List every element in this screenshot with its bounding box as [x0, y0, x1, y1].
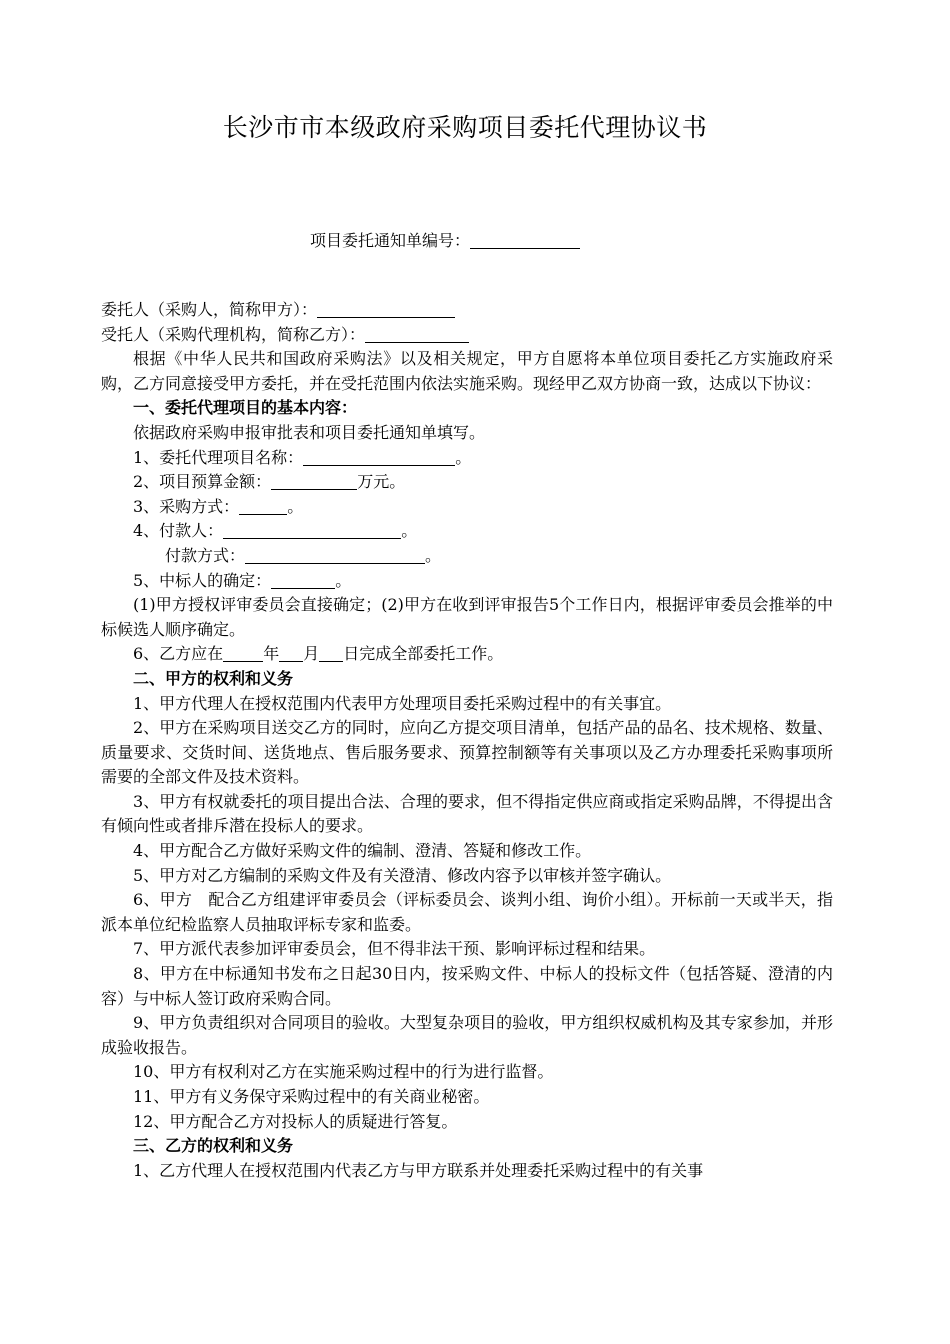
document-title: 长沙市市本级政府采购项目委托代理协议书: [222, 113, 708, 142]
notice-number-blank[interactable]: [470, 232, 580, 249]
party-b-blank[interactable]: [365, 326, 469, 343]
party-a-clause: 11、甲方有义务保守采购过程中的有关商业秘密。: [133, 1087, 490, 1106]
party-a-clause: 12、甲方配合乙方对投标人的质疑进行答复。: [133, 1111, 458, 1131]
item-budget: [101, 470, 833, 495]
budget-unit: 万元。: [357, 472, 406, 492]
period: 。: [455, 447, 472, 467]
party-b-clause: 1、乙方代理人在授权范围内代表乙方与甲方联系并处理委托采购过程中的有关事: [133, 1160, 704, 1180]
party-a-clause: 6、甲方 配合乙方组建评审委员会（评标委员会、谈判小组、询价小组）。开标前一天或半天，指派本单位纪检监察人员抽取评标专家和监委。: [101, 890, 833, 934]
item-payer: [101, 519, 833, 544]
section-1-heading: 一、委托代理项目的基本内容：: [133, 398, 358, 418]
item-winner-determination: [101, 569, 833, 594]
intro-paragraph: 根据《中华人民共和国政府采购法》以及相关规定，甲方自愿将本单位项目委托乙方实施政府采购，乙方同意接受甲方委托，并在受托范围内依法实施采购。现经甲乙双方协商一致，达成以下协议：: [101, 349, 833, 393]
notice-number-label: 项目委托通知单编号：: [310, 231, 471, 250]
party-a-clause: 7、甲方派代表参加评审委员会，但不得非法干预、影响评标过程和结果。: [133, 939, 656, 959]
party-a-clause: 2、甲方在采购项目送交乙方的同时，应向乙方提交项目清单，包括产品的品名、技术规格、数量、质量要求、交货时间、送货地点、售后服务要求、预算控制额等有关事项以及乙方办理委托采购事项所需要的全部文件及技术资料。: [101, 718, 833, 787]
period: 。: [401, 521, 418, 541]
project-name-label: 1、委托代理项目名称：: [133, 447, 304, 467]
section-1-note: 依据政府采购申报审批表和项目委托通知单填写。: [133, 422, 486, 442]
document-body: [101, 298, 833, 1183]
party-a-clause: 8、甲方在中标通知书发布之日起30日内，按采购文件、中标人的投标文件（包括答疑、澄清的内容）与中标人签订政府采购合同。: [101, 964, 833, 1008]
year-blank[interactable]: [223, 645, 263, 662]
period: 。: [287, 496, 304, 516]
payment-method-blank[interactable]: [245, 547, 425, 564]
project-name-blank[interactable]: [303, 449, 455, 466]
item-procurement-method: [101, 495, 833, 520]
section-2-heading: 二、甲方的权利和义务: [133, 668, 294, 688]
party-a-clause: 3、甲方有权就委托的项目提出合法、合理的要求，但不得指定供应商或指定采购品牌，不得提出含有倾向性或者排斥潜在投标人的要求。: [101, 791, 833, 836]
winner-determination-label: 5、中标人的确定：: [133, 570, 272, 590]
completion-label: 6、乙方应在: [133, 644, 224, 664]
day-label: 日完成全部委托工作。: [343, 644, 504, 664]
year-label: 年: [263, 644, 280, 664]
payment-method-label: 付款方式：: [165, 545, 246, 565]
party-a-label: 委托人（采购人，简称甲方）：: [101, 300, 318, 319]
notice-number-line: [310, 229, 580, 253]
budget-label: 2、项目预算金额：: [133, 472, 272, 492]
procurement-method-blank[interactable]: [239, 498, 287, 515]
item-project-name: [101, 446, 833, 471]
payer-blank[interactable]: [223, 522, 401, 539]
party-a-clause: 4、甲方配合乙方做好采购文件的编制、澄清、答疑和修改工作。: [133, 841, 592, 861]
party-a-clause: 5、甲方对乙方编制的采购文件及有关澄清、修改内容予以审核并签字确认。: [133, 865, 672, 885]
payer-label: 4、付款人：: [133, 521, 224, 541]
period: 。: [335, 570, 352, 590]
winner-determination-detail: (1)甲方授权评审委员会直接确定；(2)甲方在收到评审报告5个工作日内，根据评审委员会推举的中标候选人顺序确定。: [101, 595, 833, 639]
winner-determination-blank[interactable]: [271, 572, 335, 589]
month-blank[interactable]: [279, 645, 303, 662]
budget-blank[interactable]: [271, 473, 357, 490]
procurement-method-label: 3、采购方式：: [133, 496, 240, 516]
party-a-blank[interactable]: [317, 301, 455, 318]
item-completion-date: [101, 642, 833, 667]
party-a-clause: 10、甲方有权利对乙方在实施采购过程中的行为进行监督。: [133, 1062, 554, 1082]
party-b-line: [101, 323, 833, 348]
party-b-label: 受托人（采购代理机构，简称乙方）：: [101, 324, 366, 344]
party-a-clause: 9、甲方负责组织对合同项目的验收。大型复杂项目的验收，甲方组织权威机构及其专家参加，并形成验收报告。: [101, 1013, 833, 1057]
party-a-line: [101, 298, 833, 323]
day-blank[interactable]: [319, 645, 343, 662]
item-payment-method: [101, 544, 833, 569]
party-a-clause: 1、甲方代理人在授权范围内代表甲方处理项目委托采购过程中的有关事宜。: [133, 693, 672, 713]
section-3-heading: 三、乙方的权利和义务: [133, 1136, 294, 1156]
month-label: 月: [303, 644, 320, 664]
period: 。: [425, 545, 442, 565]
